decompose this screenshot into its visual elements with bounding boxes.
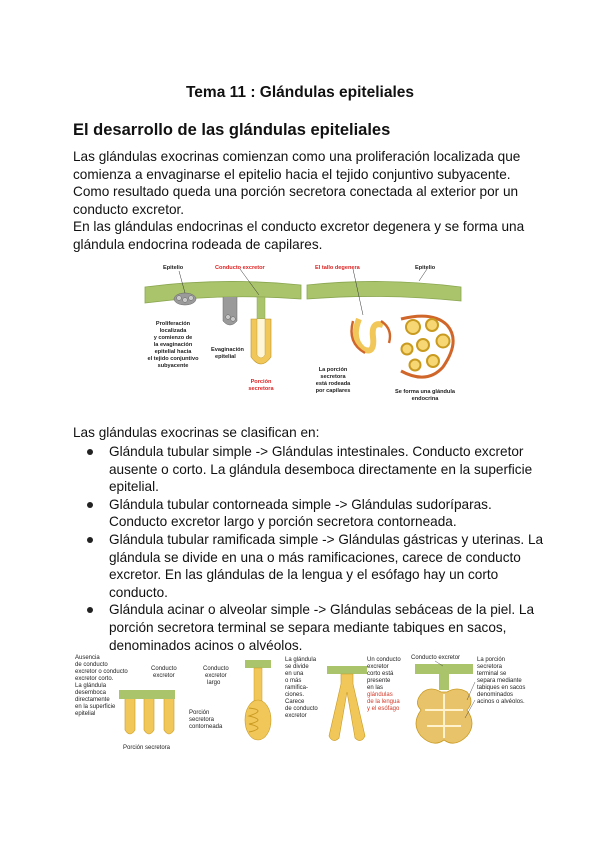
epithelium-right	[307, 281, 461, 301]
svg-text:tabiques en sacos: tabiques en sacos	[477, 685, 526, 691]
section-heading: El desarrollo de las glándulas epiteliales	[73, 121, 391, 139]
svg-text:excretor: excretor	[367, 664, 389, 670]
gland-development-figure	[143, 259, 463, 417]
svg-text:en una: en una	[285, 671, 304, 677]
duct-secretory-shape	[251, 297, 271, 364]
bullet-dot	[87, 502, 93, 508]
gland-types-figure	[75, 652, 535, 754]
svg-text:en la superficie: en la superficie	[75, 704, 116, 710]
svg-text:La porción: La porción	[318, 367, 348, 373]
coiled-tubular-shape	[245, 660, 271, 740]
svg-text:endocrina: endocrina	[411, 396, 439, 402]
label-conducto-excretor: Conducto excretor	[215, 265, 265, 271]
label-porcion-rodeada	[316, 367, 352, 394]
svg-text:Porción: Porción	[189, 710, 210, 716]
svg-text:localizada: localizada	[159, 328, 187, 334]
svg-text:Carece: Carece	[285, 699, 305, 705]
svg-text:Ausencia: Ausencia	[75, 655, 100, 661]
svg-text:directamente: directamente	[75, 697, 110, 703]
svg-text:secretora: secretora	[189, 717, 215, 723]
intro-line: En las glándulas endocrinas el conducto excretor degenera y se forma una	[73, 219, 525, 235]
svg-text:separa mediante: separa mediante	[477, 678, 522, 684]
label-porcion-secretora	[248, 379, 274, 392]
svg-text:desemboca: desemboca	[75, 690, 107, 696]
svg-text:Proliferación: Proliferación	[155, 321, 191, 327]
svg-text:Un conducto: Un conducto	[367, 657, 401, 663]
bullet-dot	[87, 449, 93, 455]
label-ausencia	[75, 655, 128, 717]
intro-line: glándula endocrina rodeada de capilares.	[73, 236, 323, 252]
intro-paragraph	[73, 148, 553, 254]
svg-text:La porción: La porción	[477, 657, 506, 663]
svg-text:corto está: corto está	[367, 671, 394, 677]
simple-tubular-shape	[119, 690, 175, 734]
svg-text:excretor corto.: excretor corto.	[75, 676, 114, 682]
svg-text:subyacente: subyacente	[157, 363, 189, 369]
intro-line: conducto excretor.	[73, 201, 185, 217]
label-c-text	[285, 657, 318, 719]
svg-text:Porción: Porción	[250, 379, 272, 385]
svg-text:Conducto: Conducto	[151, 666, 177, 672]
label-b-conducto	[203, 666, 229, 686]
evagination-shape	[223, 297, 237, 325]
svg-text:y el esófago: y el esófago	[367, 706, 400, 712]
svg-text:de conducto: de conducto	[75, 662, 108, 668]
label-proliferacion	[148, 321, 200, 369]
svg-text:se divide: se divide	[285, 664, 309, 670]
svg-text:excretor: excretor	[285, 713, 307, 719]
svg-text:glándulas: glándulas	[367, 692, 393, 698]
svg-text:secretora: secretora	[248, 386, 274, 392]
svg-text:Evaginación: Evaginación	[211, 347, 244, 353]
list-item: Glándula tubular simple -> Glándulas intestinales. Conducto excretor ausente o corto. La glándula desemboca directamente en la superficie epitelial.	[73, 443, 543, 496]
page-title: Tema 11 : Glándulas epiteliales	[185, 84, 414, 101]
svg-text:está rodeada: está rodeada	[315, 381, 351, 387]
svg-text:largo: largo	[207, 680, 221, 686]
classification-intro: Las glándulas exocrinas se clasifican en:	[73, 425, 320, 440]
svg-text:Se forma una glándula: Se forma una glándula	[395, 389, 455, 395]
svg-text:y comienzo de: y comienzo de	[153, 335, 193, 341]
svg-text:acinos o alvéolos.: acinos o alvéolos.	[477, 699, 525, 705]
acinar-shape	[415, 664, 473, 743]
svg-text:denominados: denominados	[477, 692, 514, 698]
proliferation-cluster	[174, 293, 196, 305]
label-epitelio-right: Epitelio	[415, 265, 436, 271]
svg-text:terminal se: terminal se	[477, 671, 507, 677]
svg-text:excretor: excretor	[153, 673, 175, 679]
svg-text:Conducto: Conducto	[203, 666, 229, 672]
label-glandula-endocrina	[395, 389, 456, 402]
svg-text:por capilares: por capilares	[315, 388, 351, 394]
label-a-conducto	[151, 666, 177, 679]
svg-text:La glándula: La glándula	[285, 657, 317, 663]
bullet-dot	[87, 537, 93, 543]
svg-text:epitelial: epitelial	[215, 354, 236, 360]
svg-text:en las: en las	[367, 685, 384, 691]
label-tallo-degenera: El tallo degenera	[315, 265, 360, 271]
svg-text:el tejido conjuntivo: el tejido conjuntivo	[147, 356, 199, 362]
label-a-porcion: Porción secretora	[123, 745, 171, 751]
svg-text:epitelial: epitelial	[75, 711, 96, 717]
svg-text:ciones.: ciones.	[285, 692, 305, 698]
svg-text:epitelial hacia: epitelial hacia	[154, 349, 192, 355]
label-d-text	[367, 657, 401, 712]
branched-tubular-shape	[327, 666, 367, 741]
svg-text:secretora: secretora	[477, 664, 503, 670]
label-evaginacion	[211, 347, 245, 360]
gland-type-list	[73, 443, 543, 654]
intro-line: Como resultado queda una porción secretora conectada al exterior por un	[73, 184, 519, 200]
svg-text:presente: presente	[367, 678, 391, 684]
svg-text:la evaginación: la evaginación	[153, 342, 193, 348]
svg-text:de conducto: de conducto	[285, 706, 318, 712]
list-item: Glándula tubular ramificada simple -> Glándulas gástricas y uterinas. La glándula se divide en una o más ramificaciones, carece de conducto excretor. En las glándulas de la lengua y el esófago hay un corto conducto.	[73, 531, 543, 601]
intro-line: Las glándulas exocrinas comienzan como una proliferación localizada que	[73, 149, 521, 164]
svg-text:contorneada: contorneada	[189, 724, 223, 730]
label-e-text	[477, 657, 525, 705]
bullet-dot	[87, 607, 93, 613]
svg-text:excretor o conducto: excretor o conducto	[75, 669, 128, 675]
label-epitelio-left: Epitelio	[163, 265, 184, 271]
svg-text:secretora: secretora	[320, 374, 346, 380]
label-b-porcion	[189, 710, 223, 730]
svg-text:de la lengua: de la lengua	[367, 699, 400, 705]
svg-text:La glándula: La glándula	[75, 683, 107, 689]
svg-text:ramifica-: ramifica-	[285, 685, 309, 691]
list-item: Glándula acinar o alveolar simple -> Glándulas sebáceas de la piel. La porción secretora terminal se separa mediante tabiques en sacos, denominados acinos o alvéolos.	[73, 601, 543, 654]
svg-text:o más: o más	[285, 678, 302, 684]
label-e-conducto: Conducto excretor	[411, 655, 461, 661]
list-item: Glándula tubular contorneada simple -> Glándulas sudoríparas. Conducto excretor largo y porción secretora contorneada.	[73, 496, 543, 531]
endocrine-gland-shape	[352, 316, 454, 377]
svg-text:excretor: excretor	[205, 673, 227, 679]
intro-line: comienza a envaginarse el epitelio hacia el tejido conjuntivo subyacente.	[73, 166, 511, 182]
